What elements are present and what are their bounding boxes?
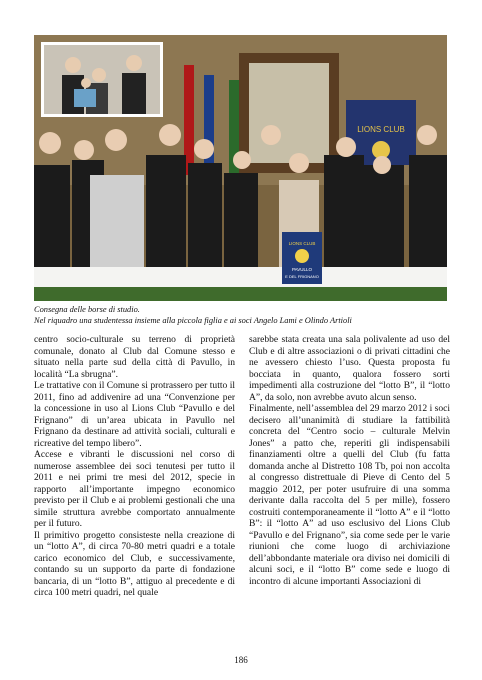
banner-text: LIONS CLUB (357, 125, 405, 134)
paragraph: sarebbe stata creata una sala polivalente ad uso del Club e di altre associazioni o di privati cittadini che ne avessero chiesto l’uso. Questa proposta fu bocciata in quanto, qualora fossero sorti impedimenti alla costruzione del “lotto B”, il “lotto A”, da solo, non avrebbe avuto alcun senso. (249, 334, 450, 403)
text-column-left (34, 334, 235, 599)
page-number: 186 (234, 655, 248, 665)
caption-line-1: Consegna delle borse di studio. (34, 305, 140, 314)
paragraph: Finalmente, nell’assemblea del 29 marzo 2012 i soci decisero all’unanimità di studiare la fattibilità concreta del “Centro socio – culturale Melvin Jones” a patto che, reperiti gli indispensabili finanziamenti oltre a quelli del Club (fu fatta domanda anche al Distretto 108 Tb, poi non accolta al congresso distrettuale di Pieve di Cento del 5 maggio 2012, per poter usufruire di una somma derivante dalla raccolta del 5 per mille), fossero costruiti contemporaneamente il “lotto A” e il “lotto B”: il “lotto A” ad uso esclusivo del Lions Club “Pavullo e del Frignano”, sia come sede per le varie riunioni che come luogo di archiviazione dell’abbondante materiale ora diviso nei domicili di alcuni soci, e il “lotto B” come sede e luogo di incontro di alcune importanti Associazioni di (249, 403, 450, 587)
photo-caption (34, 304, 448, 326)
paragraph: Il primitivo progetto consisteste nella creazione di un “lotto A”, di circa 70-80 metri quadri e a totale carico economico del Club, e successivamente, contando su un supporto da parte di fondazione bancaria, di un “lotto B”, attiguo al precedente e di circa 100 metri quadri, nel quale (34, 529, 235, 598)
group-photo (34, 35, 447, 301)
text-column-right (249, 334, 450, 587)
pennant-line-2: PAVULLO (291, 267, 313, 272)
paragraph: centro socio-culturale su terreno di proprietà comunale, donato al Club dal Comune stesso e situato nella parte sud della città di Pavullo, in località “La sbrugna”. (34, 334, 235, 380)
inset-photo (41, 42, 163, 117)
paragraph: Accese e vibranti le discussioni nel corso di numerose assemblee dei soci tenutesi per tutto il 2011 e nei primi tre mesi del 2012, specie in rapporto all’importante impegno economico previsto per il Club e ai problemi gestionali che una simile struttura avrebbe comportato annualmente per il futuro. (34, 449, 235, 529)
pennant-line-1: LIONS CLUB (288, 241, 316, 246)
caption-line-2: Nel riquadro una studentessa insieme alla piccola figlia e ai soci Angelo Lami e Olindo Artioli (34, 316, 352, 325)
paragraph: Le trattative con il Comune si protrassero per tutto il 2011, fino ad addivenire ad una “Convenzione per la concessione in uso al Lions Club “Pavullo e del Frignano” di un’area ubicata in Pavullo nel Frignano da destinare ad attività sociali, culturali e ricreative del tempo libero”. (34, 380, 235, 449)
pennant-line-3: E DEL FRIGNANO (285, 274, 319, 279)
